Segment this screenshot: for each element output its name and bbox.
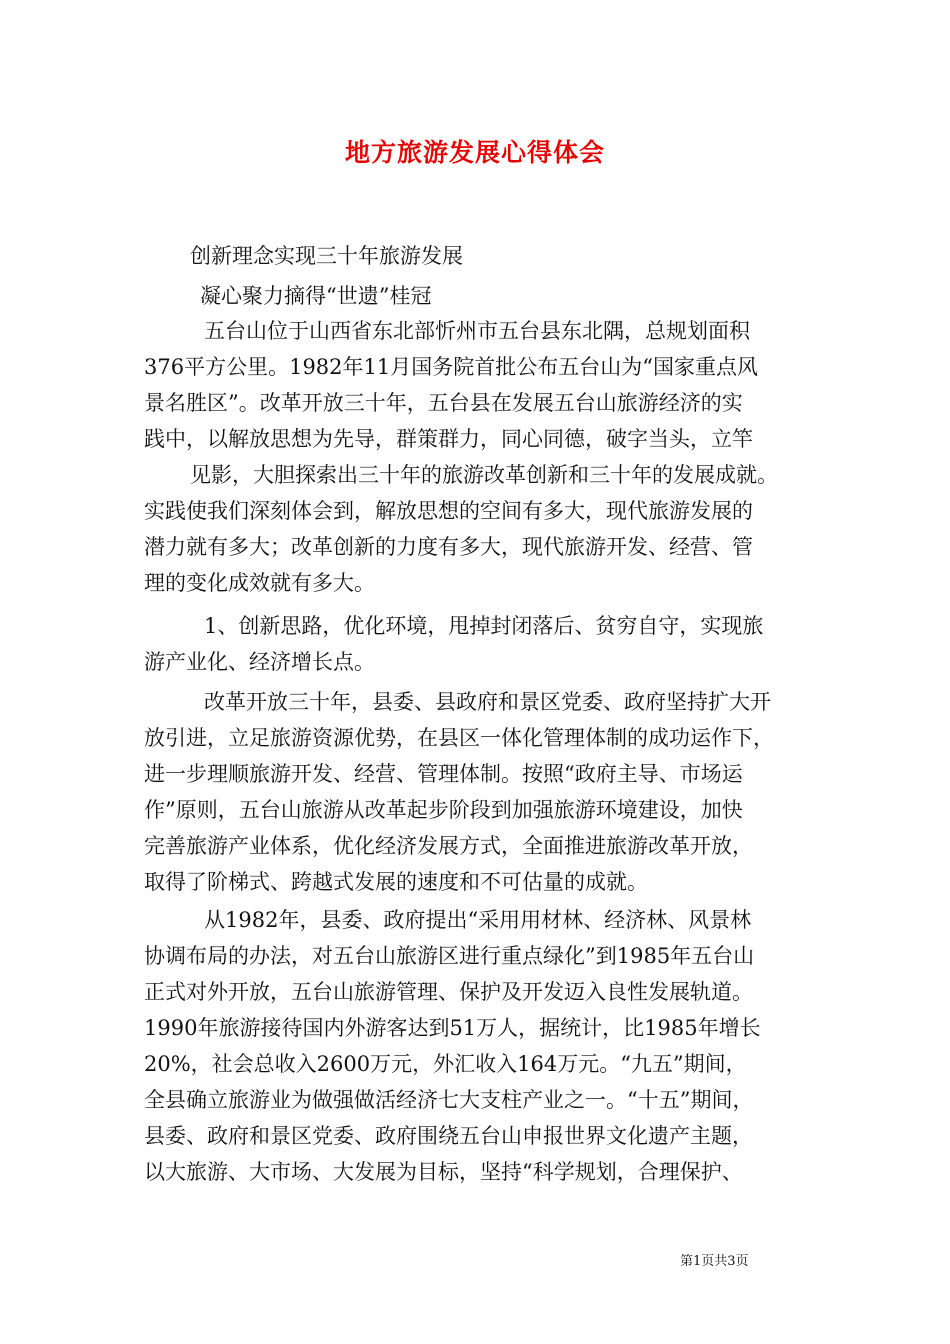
text-line: 见影，大胆探索出三十年的旅游改革创新和三十年的发展成就。 bbox=[190, 463, 778, 487]
text-line: 完善旅游产业体系，优化经济发展方式，全面推进旅游改革开放， bbox=[144, 834, 753, 858]
text-line: 取得了阶梯式、跨越式发展的速度和不可估量的成就。 bbox=[144, 870, 648, 894]
text-line: 全县确立旅游业为做强做活经济七大支柱产业之一。“十五”期间， bbox=[144, 1088, 754, 1112]
text-line: 以大旅游、大市场、大发展为目标，坚持“科学规划，合理保护、 bbox=[144, 1160, 743, 1184]
text-line: 县委、政府和景区党委、政府围绕五台山申报世界文化遗产主题， bbox=[144, 1124, 753, 1148]
text-line: 从1982年，县委、政府提出“采用用材林、经济林、风景林 bbox=[204, 908, 752, 932]
text-line: 潜力就有多大；改革创新的力度有多大，现代旅游开发、经营、管 bbox=[144, 535, 753, 559]
text-line: 创新理念实现三十年旅游发展 bbox=[190, 244, 463, 268]
text-line: 协调布局的办法，对五台山旅游区进行重点绿化”到1985年五台山 bbox=[144, 944, 755, 968]
text-line: 理的变化成效就有多大。 bbox=[144, 571, 375, 595]
text-line: 1990年旅游接待国内外游客达到51万人，据统计，比1985年增长 bbox=[144, 1016, 761, 1040]
text-line: 1、创新思路，优化环境，甩掉封闭落后、贫穷自守，实现旅 bbox=[204, 614, 764, 638]
text-line: 游产业化、经济增长点。 bbox=[144, 650, 375, 674]
text-line: 正式对外开放，五台山旅游管理、保护及开发迈入良性发展轨道。 bbox=[144, 980, 753, 1004]
text-line: 凝心聚力摘得“世遗”桂冠 bbox=[200, 284, 432, 308]
text-line: 实践使我们深刻体会到，解放思想的空间有多大，现代旅游发展的 bbox=[144, 499, 753, 523]
text-line: 进一步理顺旅游开发、经营、管理体制。按照“政府主导、市场运 bbox=[144, 762, 743, 786]
text-line: 践中，以解放思想为先导，群策群力，同心同德，破字当头，立竿 bbox=[144, 427, 753, 451]
document-title: 地方旅游发展心得体会 bbox=[344, 138, 605, 167]
text-line: 作”原则，五台山旅游从改革起步阶段到加强旅游环境建设，加快 bbox=[144, 798, 743, 822]
text-line: 376平方公里。1982年11月国务院首批公布五台山为“国家重点风 bbox=[144, 355, 758, 379]
text-line: 放引进，立足旅游资源优势，在县区一体化管理体制的成功运作下， bbox=[144, 726, 774, 750]
text-line: 景名胜区”。改革开放三十年，五台县在发展五台山旅游经济的实 bbox=[144, 391, 743, 415]
text-line: 五台山位于山西省东北部忻州市五台县东北隅，总规划面积 bbox=[204, 319, 750, 343]
page-number: 第1页共3页 bbox=[680, 1254, 749, 1269]
text-line: 改革开放三十年，县委、县政府和景区党委、政府坚持扩大开 bbox=[204, 690, 771, 714]
text-line: 20%，社会总收入2600万元，外汇收入164万元。“九五”期间， bbox=[144, 1052, 747, 1076]
